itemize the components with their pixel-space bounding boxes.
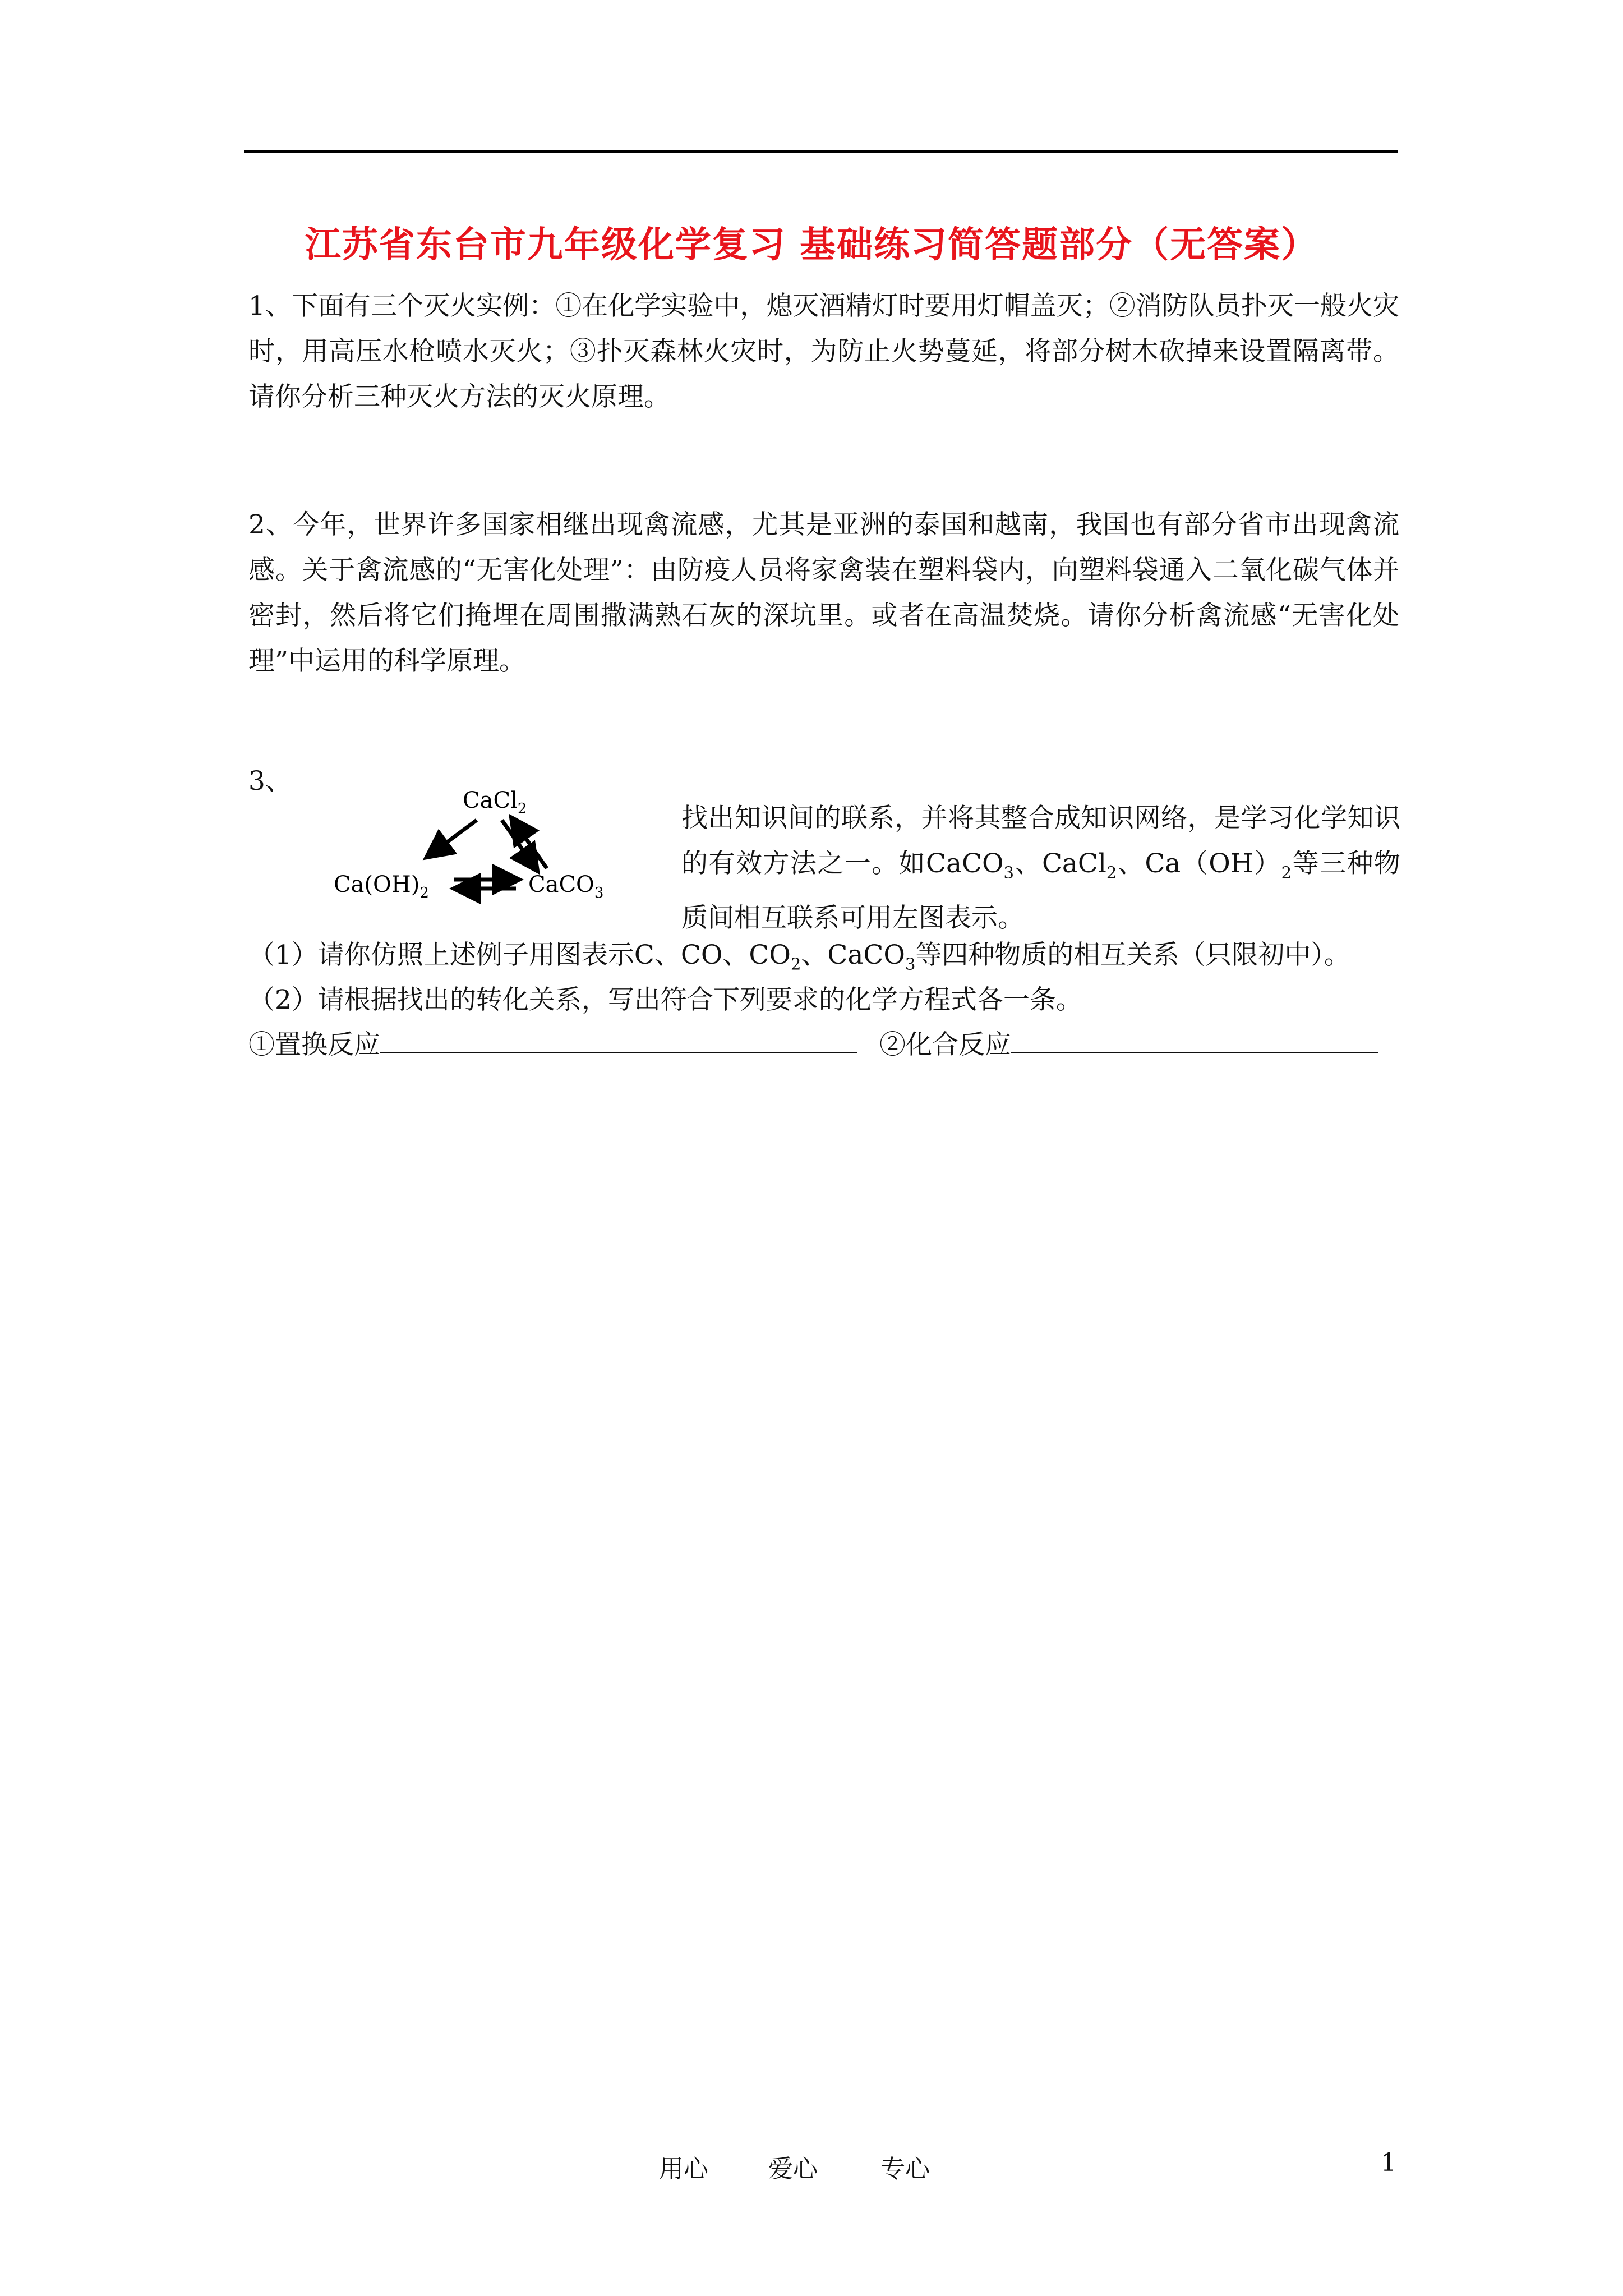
arrow-cacl2-to-caoh2 bbox=[429, 820, 477, 855]
page-title: 江苏省东台市九年级化学复习 基础练习简答题部分（无答案） bbox=[305, 224, 1318, 266]
question-3-part-2: （2）请根据找出的转化关系，写出符合下列要求的化学方程式各一条。 bbox=[248, 984, 1082, 1015]
footer-motto-3: 专心 bbox=[880, 2155, 930, 2183]
page-number: 1 bbox=[1381, 2148, 1396, 2177]
question-3-number: 3、 bbox=[248, 766, 292, 797]
footer-motto-2: 爱心 bbox=[768, 2155, 818, 2183]
diagram-node-cacl2: CaCl$_2$ bbox=[463, 788, 527, 817]
question-3-part-1: （1）请你仿照上述例子用图表示C、CO、$CO_2$、CaCO$_3$等四种物质的相互关系（只限初中）。 bbox=[248, 940, 1350, 974]
answer-line-combination bbox=[879, 1024, 1378, 1061]
header-rule bbox=[244, 150, 1398, 153]
question-1: 1、下面有三个灭火实例：①在化学实验中，熄灭酒精灯时要用灯帽盖灭；②消防队员扑灭一般火灾时，用高压水枪喷水灭火；③扑灭森林火灾时，为防止火势蔓延，将部分树木砍掉来设置隔离带。请你分析三种灭火方法的灭火原理。 bbox=[248, 291, 1399, 412]
footer-motto-1: 用心 bbox=[659, 2155, 708, 2183]
conversion-diagram bbox=[331, 780, 611, 914]
diagram-node-caco3: CaCO$_3$ bbox=[528, 872, 604, 901]
answer-label-replacement: ①置换反应 bbox=[248, 1029, 380, 1060]
diagram-node-caoh2: $Ca(OH)_2$ bbox=[334, 872, 429, 901]
question-2: 2、今年，世界许多国家相继出现禽流感，尤其是亚洲的泰国和越南，我国也有部分省市出现禽流感。关于禽流感的“无害化处理”：由防疫人员将家禽装在塑料袋内，向塑料袋通入二氧化碳气体并密封，然后将它们掩埋在周围撒满熟石灰的深坑里。或者在高温焚烧。请你分析禽流感“无害化处理”中运用的科学原理。 bbox=[248, 509, 1399, 677]
answer-blank-replacement[interactable] bbox=[380, 1051, 857, 1053]
question-3-intro: 找出知识间的联系，并将其整合成知识网络，是学习化学知识的有效方法之一。如CaCO$_3$、CaCl$_2$、$Ca(OH)_2$等三种物质间相互联系可用左图表示。 bbox=[681, 803, 1400, 934]
answer-line-replacement bbox=[248, 1024, 857, 1061]
answer-blank-combination[interactable] bbox=[1011, 1051, 1378, 1053]
answer-label-combination: ②化合反应 bbox=[879, 1029, 1011, 1060]
